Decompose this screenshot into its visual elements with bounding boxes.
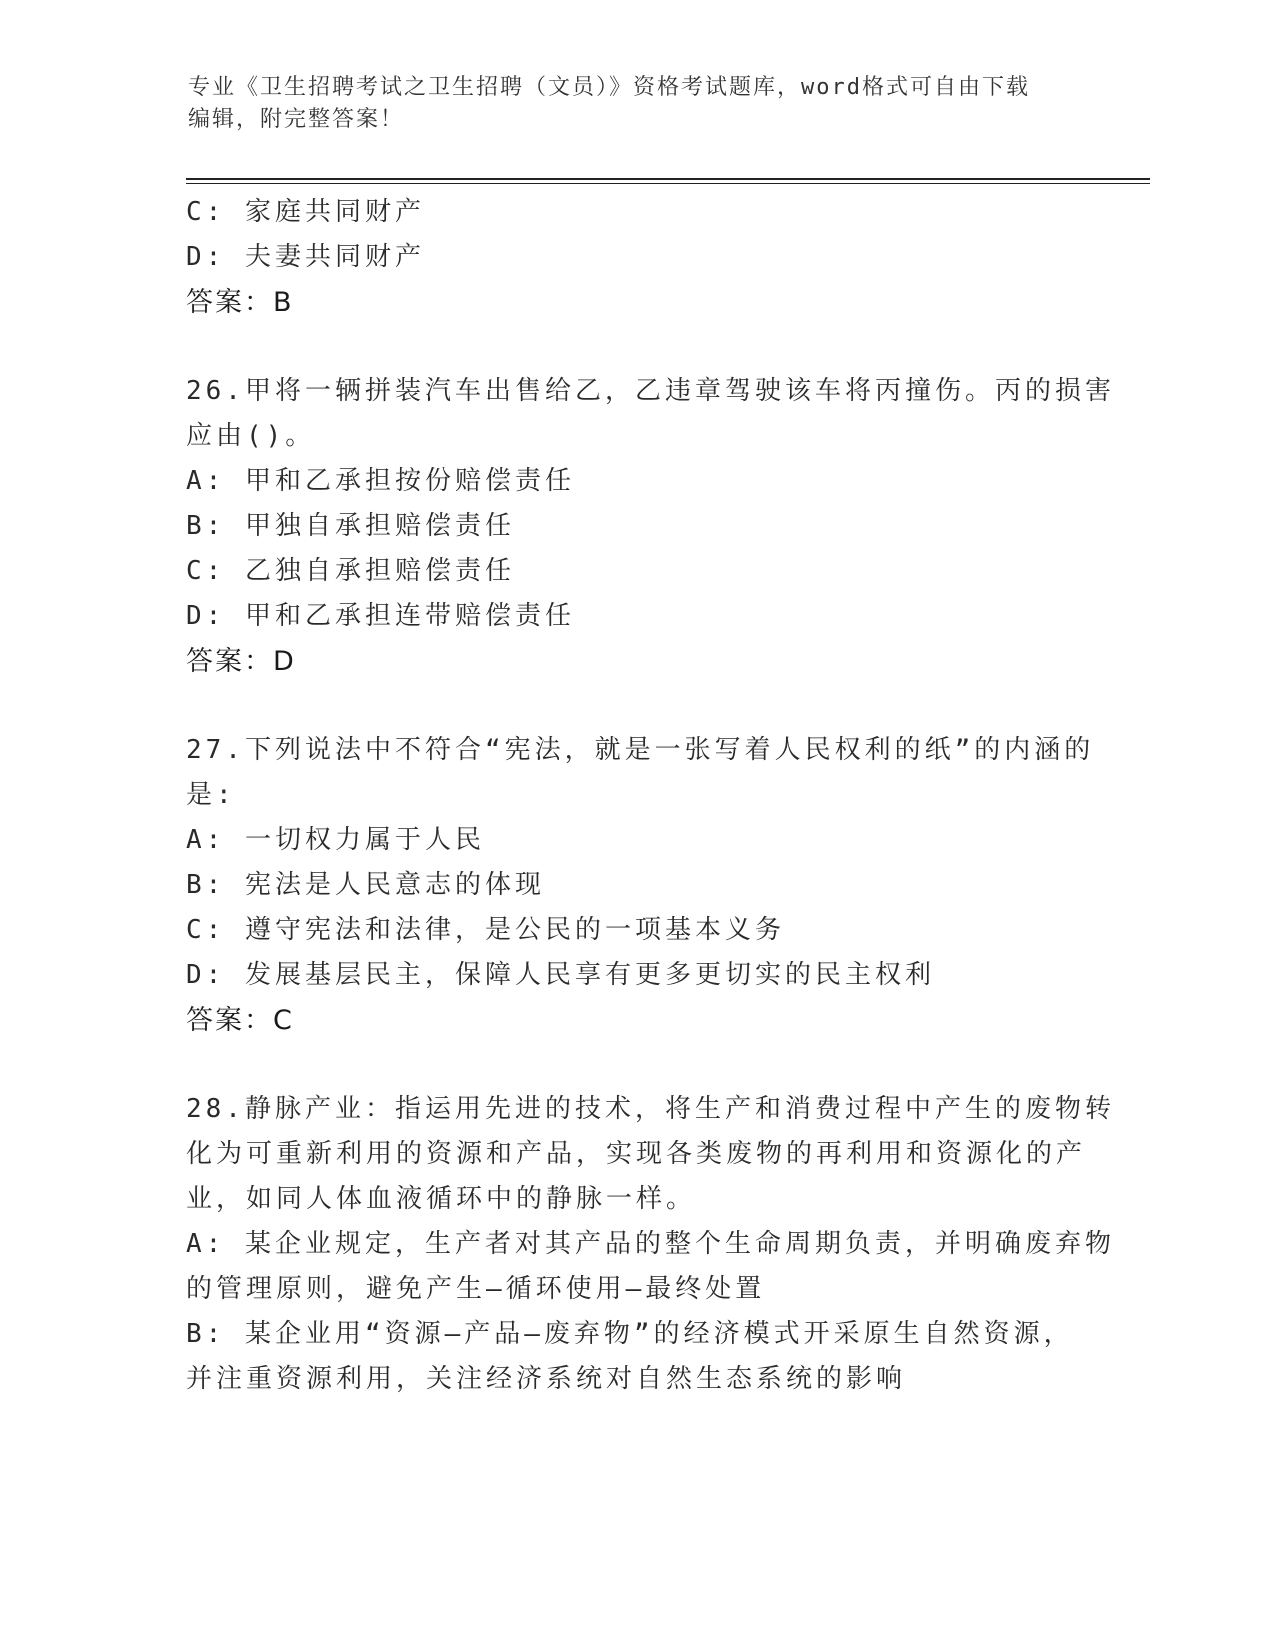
q28-option-a-line-1: A: 某企业规定，生产者对其产品的整个生命周期负责，并明确废弃物 bbox=[186, 1229, 1115, 1259]
q28-option-b-line-1: B: 某企业用“资源—产品—废弃物”的经济模式开采原生自然资源， bbox=[186, 1319, 1074, 1349]
q26-option-d: D: 甲和乙承担连带赔偿责任 bbox=[186, 601, 575, 631]
document-body bbox=[186, 190, 1115, 1402]
spacer bbox=[186, 1043, 1076, 1087]
q26-option-a: A: 甲和乙承担按份赔偿责任 bbox=[186, 466, 575, 496]
q27-stem-line-1: 27.下列说法中不符合“宪法，就是一张写着人民权利的纸”的内涵的 bbox=[186, 735, 1095, 765]
q27-answer: 答案：C bbox=[186, 1005, 294, 1036]
q28-stem-line-1: 28.静脉产业：指运用先进的技术，将生产和消费过程中产生的废物转 bbox=[186, 1094, 1115, 1124]
q28-option-a-line-2: 的管理原则，避免产生—循环使用—最终处置 bbox=[186, 1274, 766, 1304]
page-header bbox=[188, 72, 1068, 136]
q26-option-b: B: 甲独自承担赔偿责任 bbox=[186, 511, 515, 541]
q26-stem-line-1: 26.甲将一辆拼装汽车出售给乙，乙违章驾驶该车将丙撞伤。丙的损害 bbox=[186, 376, 1115, 406]
question-25-tail bbox=[186, 190, 1076, 325]
question-28 bbox=[186, 1087, 1115, 1402]
spacer bbox=[186, 325, 1076, 369]
header-rule-thick bbox=[186, 178, 1150, 180]
q28-stem-line-3: 业，如同人体血液循环中的静脉一样。 bbox=[186, 1184, 697, 1214]
q28-option-b-line-2: 并注重资源利用，关注经济系统对自然生态系统的影响 bbox=[186, 1364, 907, 1394]
q26-stem-line-2: 应由()。 bbox=[186, 421, 316, 451]
q27-option-c: C: 遵守宪法和法律，是公民的一项基本义务 bbox=[186, 915, 785, 945]
header-line-2: 编辑，附完整答案！ bbox=[188, 107, 405, 132]
q27-option-a: A: 一切权力属于人民 bbox=[186, 825, 485, 855]
q26-option-c: C: 乙独自承担赔偿责任 bbox=[186, 556, 515, 586]
question-27 bbox=[186, 728, 1095, 1043]
q28-stem-line-2: 化为可重新利用的资源和产品，实现各类废物的再利用和资源化的产 bbox=[186, 1139, 1087, 1169]
q25-answer: 答案：B bbox=[186, 287, 294, 318]
spacer bbox=[186, 684, 1076, 728]
q25-option-d: D: 夫妻共同财产 bbox=[186, 242, 425, 272]
q26-answer: 答案：D bbox=[186, 646, 296, 677]
q25-option-c: C: 家庭共同财产 bbox=[186, 197, 425, 227]
header-rule-thin bbox=[186, 183, 1150, 184]
header-line-1: 专业《卫生招聘考试之卫生招聘（文员）》资格考试题库，word格式可自由下载 bbox=[188, 75, 1030, 100]
question-26 bbox=[186, 369, 1115, 684]
q27-option-d: D: 发展基层民主，保障人民享有更多更切实的民主权利 bbox=[186, 960, 935, 990]
q27-option-b: B: 宪法是人民意志的体现 bbox=[186, 870, 545, 900]
q27-stem-line-2: 是: bbox=[186, 780, 236, 810]
